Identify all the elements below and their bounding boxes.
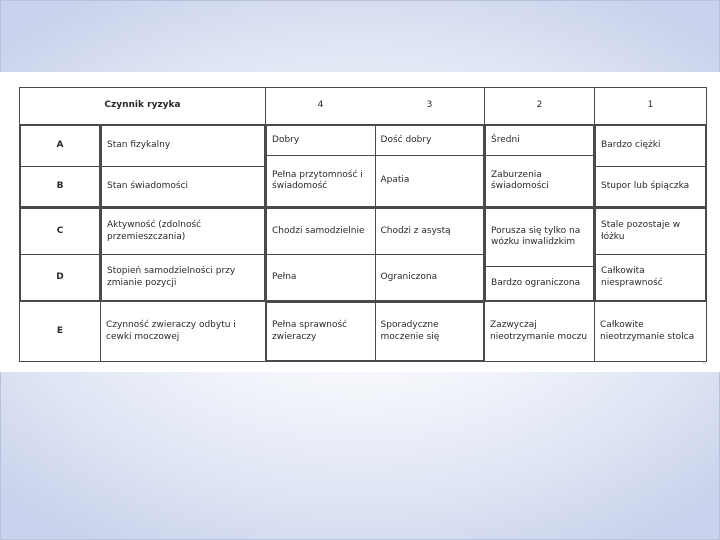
code-cell-ab [20,125,101,208]
header-score-2: 2 [485,88,595,125]
row-b-score-1: Stupor lub śpiączka [596,166,706,207]
name-cell-cd [101,208,266,302]
row-code-d: D [21,255,100,301]
risk-factor-table [19,87,707,362]
row-d-score-4: Pełna [267,255,376,301]
row-e-score-4: Pełna sprawność zwieraczy [267,303,376,361]
row-name-d: Stopień samodzielności przy zmianie pozycji [102,255,265,301]
score-4-3-cell-e [266,302,485,362]
row-c-score-4: Chodzi samodzielnie [267,209,376,255]
row-a-score-1: Bardzo ciężki [596,126,706,167]
score-2-cell-cd [485,208,595,302]
row-code-b: B [21,166,100,207]
score-1-cell-ab [595,125,707,208]
header-score-4-3 [266,88,485,125]
row-e-score-3: Sporadyczne moczenie się [375,303,484,361]
score-1-cell-cd [595,208,707,302]
row-c-score-2: Porusza się tylko na wózku inwalidzkim [486,209,594,267]
row-a-score-3: Dość dobry [375,126,484,156]
score-2-cell-ab [485,125,595,208]
header-risk-factor: Czynnik ryzyka [20,88,266,125]
code-cell-cd [20,208,101,302]
name-cell-ab [101,125,266,208]
row-a-score-2: Średni [486,126,594,156]
score-4-3-cell-cd [266,208,485,302]
row-b-score-2: Zaburzenia świadomości [486,156,594,207]
corner-mark: ▫ [703,360,707,366]
row-b-score-3: Apatia [375,156,484,207]
row-c-score-3: Chodzi z asystą [375,209,484,255]
row-a-score-4: Dobry [267,126,376,156]
row-code-c: C [21,209,100,255]
header-score-3: 3 [426,100,433,111]
table-row-group-ab [20,125,707,208]
row-d-score-1: Całkowita niesprawność [596,255,706,301]
table-panel [0,72,720,372]
row-name-e: Czynność zwieraczy odbytu i cewki moczowej [101,302,266,362]
row-name-a: Stan fizykalny [102,126,265,167]
row-code-a: A [21,126,100,167]
row-d-score-2: Bardzo ograniczona [486,266,594,300]
table-row-group-cd [20,208,707,302]
header-score-1: 1 [595,88,707,125]
row-name-c: Aktywność (zdolność przemieszczania) [102,209,265,255]
row-b-score-4: Pełna przytomność i świadomość [267,156,376,207]
header-score-4: 4 [317,100,324,111]
table-header-row [20,88,707,125]
row-code-e: E [20,302,101,362]
row-c-score-1: Stale pozostaje w łóżku [596,209,706,255]
row-d-score-3: Ograniczona [375,255,484,301]
row-e-score-2: Zazwyczaj nieotrzymanie moczu [485,302,595,362]
score-4-3-cell-ab [266,125,485,208]
row-e-score-1: Całkowite nieotrzymanie stolca [595,302,707,362]
table-row-e [20,302,707,362]
row-name-b: Stan świadomości [102,166,265,207]
